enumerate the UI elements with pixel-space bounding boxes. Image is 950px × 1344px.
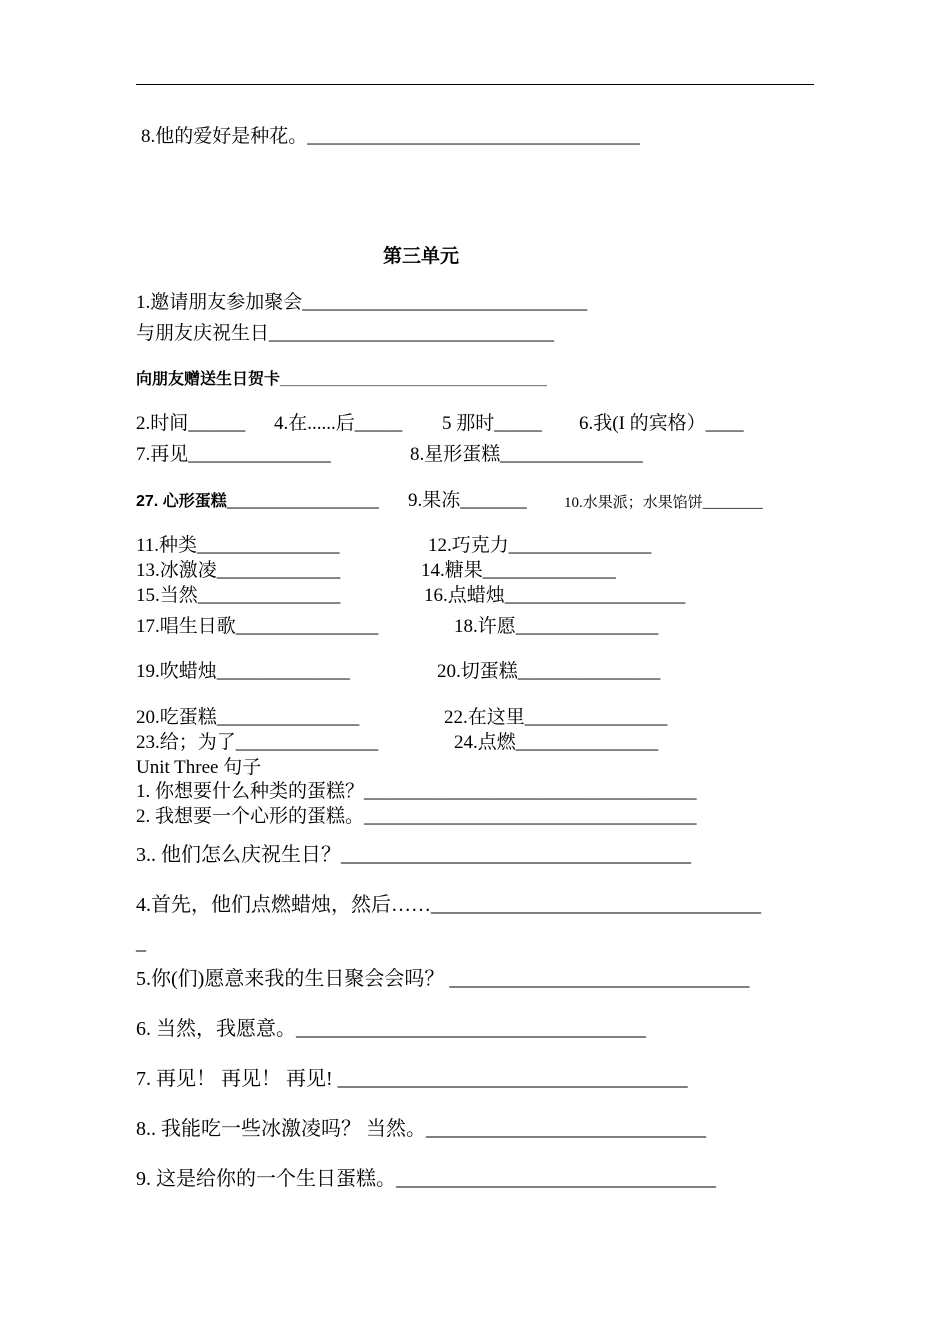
vocab-27-label: 27. 心形蛋糕	[136, 493, 227, 510]
sentence-9: 9. 这是给你的一个生日蛋糕。________________________________	[136, 1168, 716, 1190]
vocab-11: 11.种类_______________	[136, 535, 340, 556]
vocab-18: 18.许愿_______________	[454, 616, 659, 637]
sentence-4-continued: _	[136, 932, 146, 954]
vocab-19: 19.吹蜡烛______________	[136, 661, 350, 682]
sentence-8: 8.. 我能吃一些冰激凌吗？ 当然。____________________________	[136, 1118, 706, 1140]
top-divider-line	[136, 84, 814, 85]
vocab-8: 8.星形蛋糕_______________	[410, 444, 643, 465]
sentence-1: 1. 你想要什么种类的蛋糕？___________________________________	[136, 781, 697, 802]
sentence-5: 5.你(们)愿意来我的生日聚会会吗？ ______________________________	[136, 968, 750, 990]
vocab-27	[136, 490, 379, 513]
vocab-20-cut-cake: 20.切蛋糕_______________	[437, 661, 661, 682]
vocab-10: 10.水果派；水果馅饼________	[564, 495, 763, 511]
vocab-13: 13.冰激凌_____________	[136, 560, 341, 581]
sentence-6: 6. 当然，我愿意。___________________________________	[136, 1018, 646, 1040]
vocab-15: 15.当然_______________	[136, 585, 341, 606]
phrase-3: 向朋友赠送生日贺卡______________________________	[136, 371, 547, 388]
sentences-title: Unit Three 句子	[136, 757, 262, 778]
vocab-2: 2.时间______	[136, 413, 246, 434]
vocab-24: 24.点燃_______________	[454, 732, 659, 753]
sentence-2: 2. 我想要一个心形的蛋糕。___________________________________	[136, 806, 697, 827]
vocab-16: 16.点蜡烛___________________	[424, 585, 686, 606]
phrase-1: 1.邀请朋友参加聚会______________________________	[136, 292, 588, 313]
vocab-22: 22.在这里_______________	[444, 707, 668, 728]
vocab-23: 23.给；为了_______________	[136, 732, 379, 753]
sentence-7: 7. 再见！ 再见！ 再见! ___________________________________	[136, 1068, 688, 1090]
vocab-12: 12.巧克力_______________	[428, 535, 652, 556]
unit-title: 第三单元	[383, 246, 460, 267]
vocab-17: 17.唱生日歌_______________	[136, 616, 379, 637]
sentence-4: 4.首先，他们点燃蜡烛，然后……_________________________________	[136, 894, 761, 916]
vocab-14: 14.糖果______________	[421, 560, 616, 581]
vocab-27-blank: ________________	[226, 490, 379, 511]
vocab-9: 9.果冻_______	[408, 490, 527, 511]
vocab-20-eat-cake: 20.吃蛋糕_______________	[136, 707, 360, 728]
top-item-8: 8.他的爱好是种花。___________________________________	[141, 126, 640, 147]
vocab-5: 5 那时_____	[442, 413, 542, 434]
vocab-7: 7.再见_______________	[136, 444, 331, 465]
vocab-4: 4.在......后_____	[274, 413, 403, 434]
sentence-3: 3.. 他们怎么庆祝生日？___________________________________	[136, 844, 691, 866]
vocab-6: 6.我(I 的宾格）____	[579, 413, 744, 434]
phrase-2: 与朋友庆祝生日______________________________	[136, 323, 555, 344]
